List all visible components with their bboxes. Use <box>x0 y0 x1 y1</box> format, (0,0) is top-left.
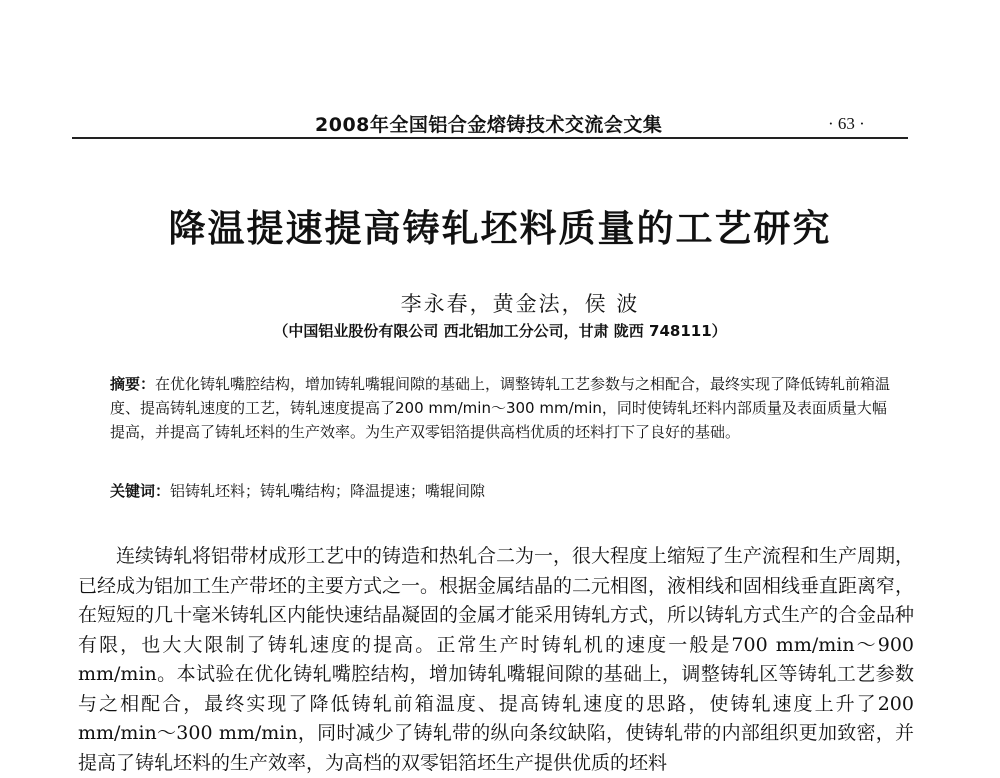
header-divider <box>72 137 908 139</box>
running-header <box>0 0 1000 140</box>
page-number: · 63 · <box>828 114 865 133</box>
abstract-text: 在优化铸轧嘴腔结构，增加铸轧嘴辊间隙的基础上，调整铸轧工艺参数与之相配合，最终实现了降低铸轧前箱温度、提高铸轧速度的工艺，铸轧速度提高了200 mm/min～300 mm/min，同时使铸轧坯料内部质量及表面质量大幅提高，并提高了铸轧坯料的生产效率。为生产双零铝箔提供高档优质的坯料打下了良好的基础。 <box>110 375 891 441</box>
keywords-label: 关键词： <box>110 482 171 500</box>
proceedings-title: 2008年全国铝合金熔铸技术交流会文集 <box>315 114 663 136</box>
article-title: 降温提速提高铸轧坯料质量的工艺研究 <box>168 206 832 250</box>
body-paragraph: 连续铸轧将铝带材成形工艺中的铸造和热轧合二为一，很大程度上缩短了生产流程和生产周期，已经成为铝加工生产带坯的主要方式之一。根据金属结晶的二元相图，液相线和固相线垂直距离窄，在短短的几十毫米铸轧区内能快速结晶凝固的金属才能采用铸轧方式，所以铸轧方式生产的合金品种有限，也大大限制了铸轧速度的提高。正常生产时铸轧机的速度一般是700 mm/min～900 mm/min。本试验在优化铸轧嘴腔结构，增加铸轧嘴辊间隙的基础上，调整铸轧区等铸轧工艺参数与之相配合，最终实现了降低铸轧前箱温度、提高铸轧速度的思路，使铸轧速度上升了200 mm/min～300 mm/min，同时减少了铸轧带的纵向条纹缺陷，使铸轧带的内部组织更加致密，并提高了铸轧坯料的生产效率，为高档的双零铝箔坯生产提供优质的坯料 <box>78 545 915 774</box>
abstract <box>110 372 900 444</box>
abstract-label: 摘要： <box>110 375 156 393</box>
author-list: 李永春，黄金法，侯 波 <box>400 292 640 316</box>
author-affiliation: （中国铝业股份有限公司 西北铝加工分公司，甘肃 陇西 748111） <box>273 322 727 340</box>
keywords <box>110 480 900 501</box>
keywords-text: 铝铸轧坯料；铸轧嘴结构；降温提速；嘴辊间隙 <box>170 482 486 500</box>
